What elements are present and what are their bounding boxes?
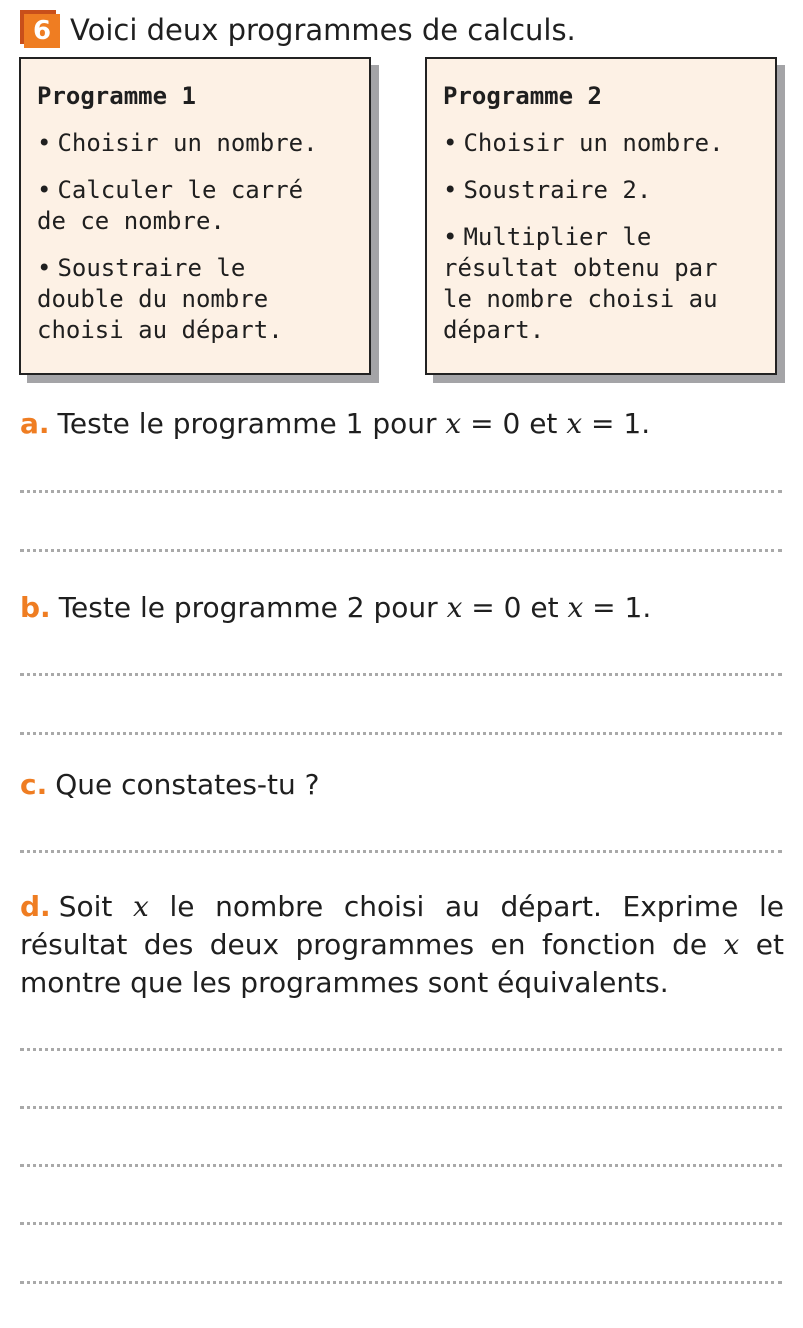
bullet-icon: • [443,223,458,251]
variable-x: x [445,407,462,440]
program-1-step [37,128,369,159]
question-b-eq0: = 0 et [471,591,559,624]
program-1-step-text: Choisir un nombre. [57,129,318,157]
exercise-title: Voici deux programmes de calculs. [70,13,576,47]
answer-line-b-2[interactable] [20,732,782,735]
question-c-text: Que constates-tu ? [55,768,320,801]
question-a-text: Teste le programme 1 pour [57,407,437,440]
question-d-label: d. [20,890,51,923]
question-a-eq1: = 1. [591,407,651,440]
question-d-part2: le nombre choisi au départ. Exprime le résultat des deux programmes en fonction de [20,890,785,961]
program-1-title: Programme 1 [37,82,196,110]
question-a [20,406,784,442]
variable-x: x [723,928,740,961]
question-b-label: b. [20,591,51,624]
question-b [20,590,784,626]
question-d-part3: et montre que les programmes sont équivalents. [20,928,784,999]
answer-line-d-4[interactable] [20,1222,782,1225]
answer-line-d-2[interactable] [20,1106,782,1109]
answer-line-d-5[interactable] [20,1281,782,1284]
variable-x: x [133,890,149,923]
program-2-step [443,128,775,159]
question-d [20,888,784,1002]
bullet-icon: • [37,254,52,282]
program-2-title: Programme 2 [443,82,602,110]
exercise-number-badge [20,10,60,48]
program-2-step [443,175,775,206]
variable-x: x [566,407,583,440]
program-2-step-text: Choisir un nombre. [463,129,724,157]
program-1-step [37,175,369,237]
question-c [20,767,784,803]
program-1-box [19,57,371,375]
program-2-step-text: Soustraire 2. [463,176,652,204]
exercise-header [20,8,800,48]
exercise-number: 6 [24,14,60,48]
question-a-label: a. [20,407,50,440]
program-2-step [443,222,775,346]
bullet-icon: • [37,129,52,157]
program-1-step-text: Soustraire le double du nombre choisi au départ. [37,254,283,344]
program-2-box [425,57,777,375]
program-1-step-text: Calculer le carré de ce nombre. [37,176,304,235]
question-b-text: Teste le programme 2 pour [58,591,438,624]
question-c-label: c. [20,768,48,801]
bullet-icon: • [443,176,458,204]
variable-x: x [567,591,584,624]
question-d-part1: Soit [58,890,113,923]
bullet-icon: • [37,176,52,204]
program-2-step-text: Multiplier le résultat obtenu par le nombre choisi au départ. [443,223,718,344]
answer-line-a-2[interactable] [20,549,782,552]
question-a-eq0: = 0 et [470,407,558,440]
variable-x: x [446,591,463,624]
program-1-step [37,253,369,346]
answer-line-a-1[interactable] [20,490,782,493]
question-b-eq1: = 1. [592,591,652,624]
answer-line-d-1[interactable] [20,1048,782,1051]
answer-line-b-1[interactable] [20,673,782,676]
bullet-icon: • [443,129,458,157]
answer-line-d-3[interactable] [20,1164,782,1167]
answer-line-c-1[interactable] [20,850,782,853]
